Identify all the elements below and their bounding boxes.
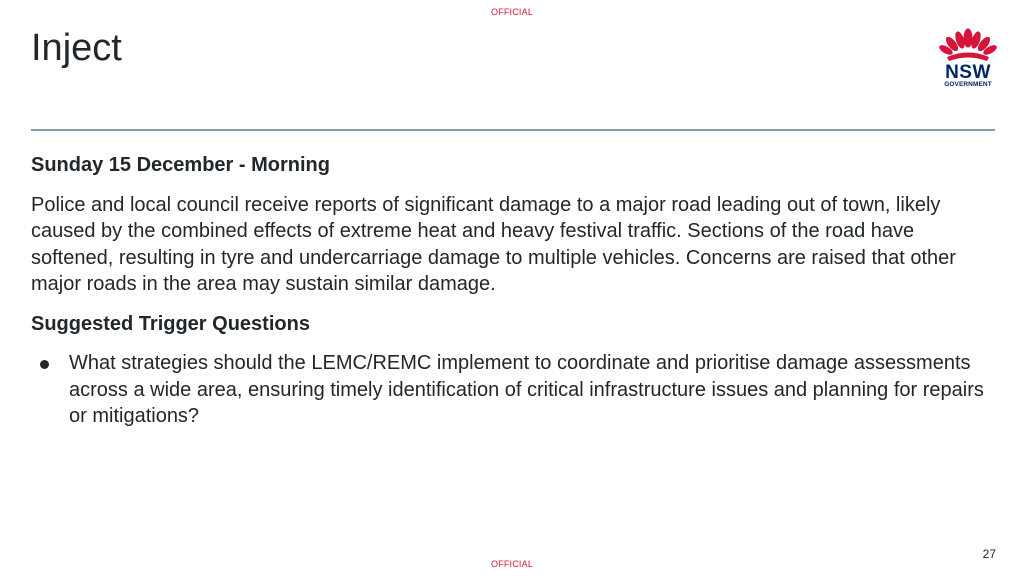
question-text: What strategies should the LEMC/REMC implement to coordinate and prioritise damage assessments across a wide area, ensuring timely identification of critical infrastructure issues and planning for repairs or mitigations? xyxy=(69,352,984,427)
question-list xyxy=(31,350,991,430)
waratah-icon xyxy=(938,27,998,63)
classification-label-bottom: OFFICIAL xyxy=(490,559,534,569)
list-item xyxy=(31,350,991,430)
section-heading: Sunday 15 December - Morning xyxy=(31,154,330,176)
slide-title: Inject xyxy=(31,27,122,69)
questions-heading: Suggested Trigger Questions xyxy=(31,312,310,335)
logo-nsw-text: NSW xyxy=(945,62,991,83)
bullet-icon xyxy=(40,360,49,369)
inject-description: Police and local council receive reports of significant damage to a major road leading out of town, likely caused by the combined effects of extreme heat and heavy festival traffic. Sections of the road have softened, resulting in tyre and undercarriage damage to multiple vehicles. Concerns are raised that other major roads in the area may sustain similar damage. xyxy=(31,193,956,295)
slide-content xyxy=(31,152,991,430)
logo-government-text: GOVERNMENT xyxy=(944,81,992,88)
page-number: 27 xyxy=(982,547,996,561)
title-divider xyxy=(31,129,995,131)
nsw-government-logo xyxy=(938,27,998,91)
classification-label-top: OFFICIAL xyxy=(490,7,534,17)
